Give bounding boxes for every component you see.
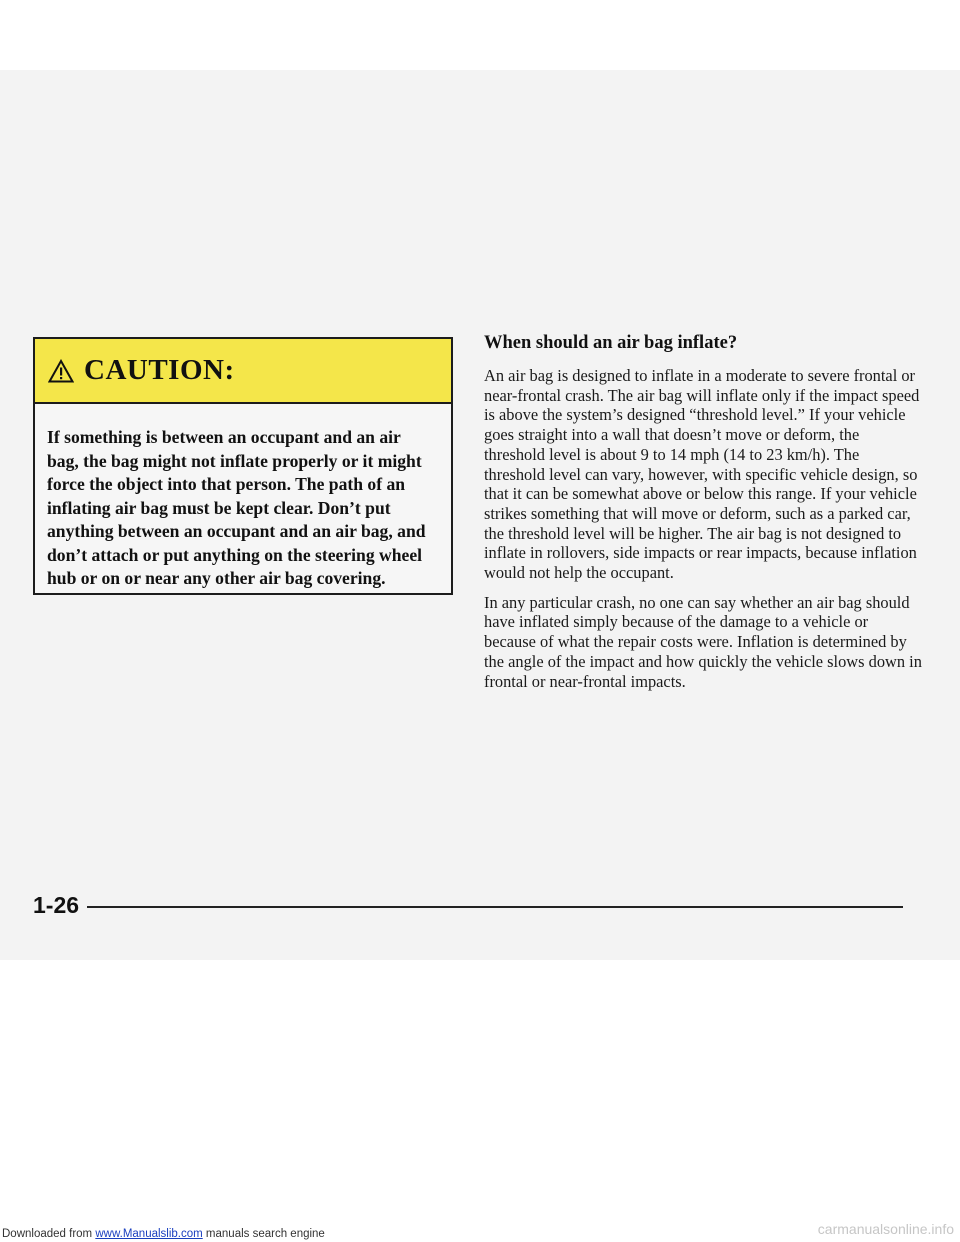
download-prefix: Downloaded from (2, 1228, 93, 1240)
section-heading: When should an air bag inflate? (484, 333, 738, 353)
page-number: 1-26 (33, 891, 80, 918)
caution-title: CAUTION: (84, 354, 235, 386)
air-bag-inflation-section (484, 333, 924, 701)
page-footer (33, 892, 903, 918)
paragraph-threshold: An air bag is designed to inflate in a moderate to severe frontal or near-frontal crash. The air bag will inflate only if the impact speed is above the system’s designed “threshold level.” If your vehicle goes straight into a wall that doesn’t move or deform, the threshold level is about 9 to 14 mph (14 to 23 km/h). The threshold level can vary, however, with specific vehicle design, so that it can be somewhat above or below this range. If your vehicle strikes something that will move or deform, such as a parked car, the threshold level will be higher. The air bag is not designed to inflate in rollovers, side impacts or rear impacts, because inflation would not help the occupant. (484, 366, 920, 583)
paragraph-crash-determination: In any particular crash, no one can say whether an air bag should have inflated simply because of the damage to a vehicle or because of what the repair costs were. Inflation is determined by the angle of the impact and how quickly the vehicle slows down in frontal or near-frontal impacts. (484, 592, 922, 691)
warning-triangle-icon (48, 359, 74, 383)
footer-rule (87, 906, 903, 908)
watermark: carmanualsonline.info (817, 1221, 954, 1237)
caution-header (35, 339, 451, 404)
manualslib-link[interactable]: www.Manualslib.com (95, 1228, 203, 1240)
caution-box (33, 337, 453, 595)
download-credit (2, 1228, 325, 1240)
caution-text: If something is between an occupant and an air bag, the bag might not inflate properly or it might force the object into that person. The path of an inflating air bag must be kept clear. Don’t put anything between an occupant and an air bag, and don’t attach or put anything on the steering wheel hub or on or near any other air bag covering. (47, 427, 426, 588)
download-suffix: manuals search engine (205, 1228, 325, 1240)
